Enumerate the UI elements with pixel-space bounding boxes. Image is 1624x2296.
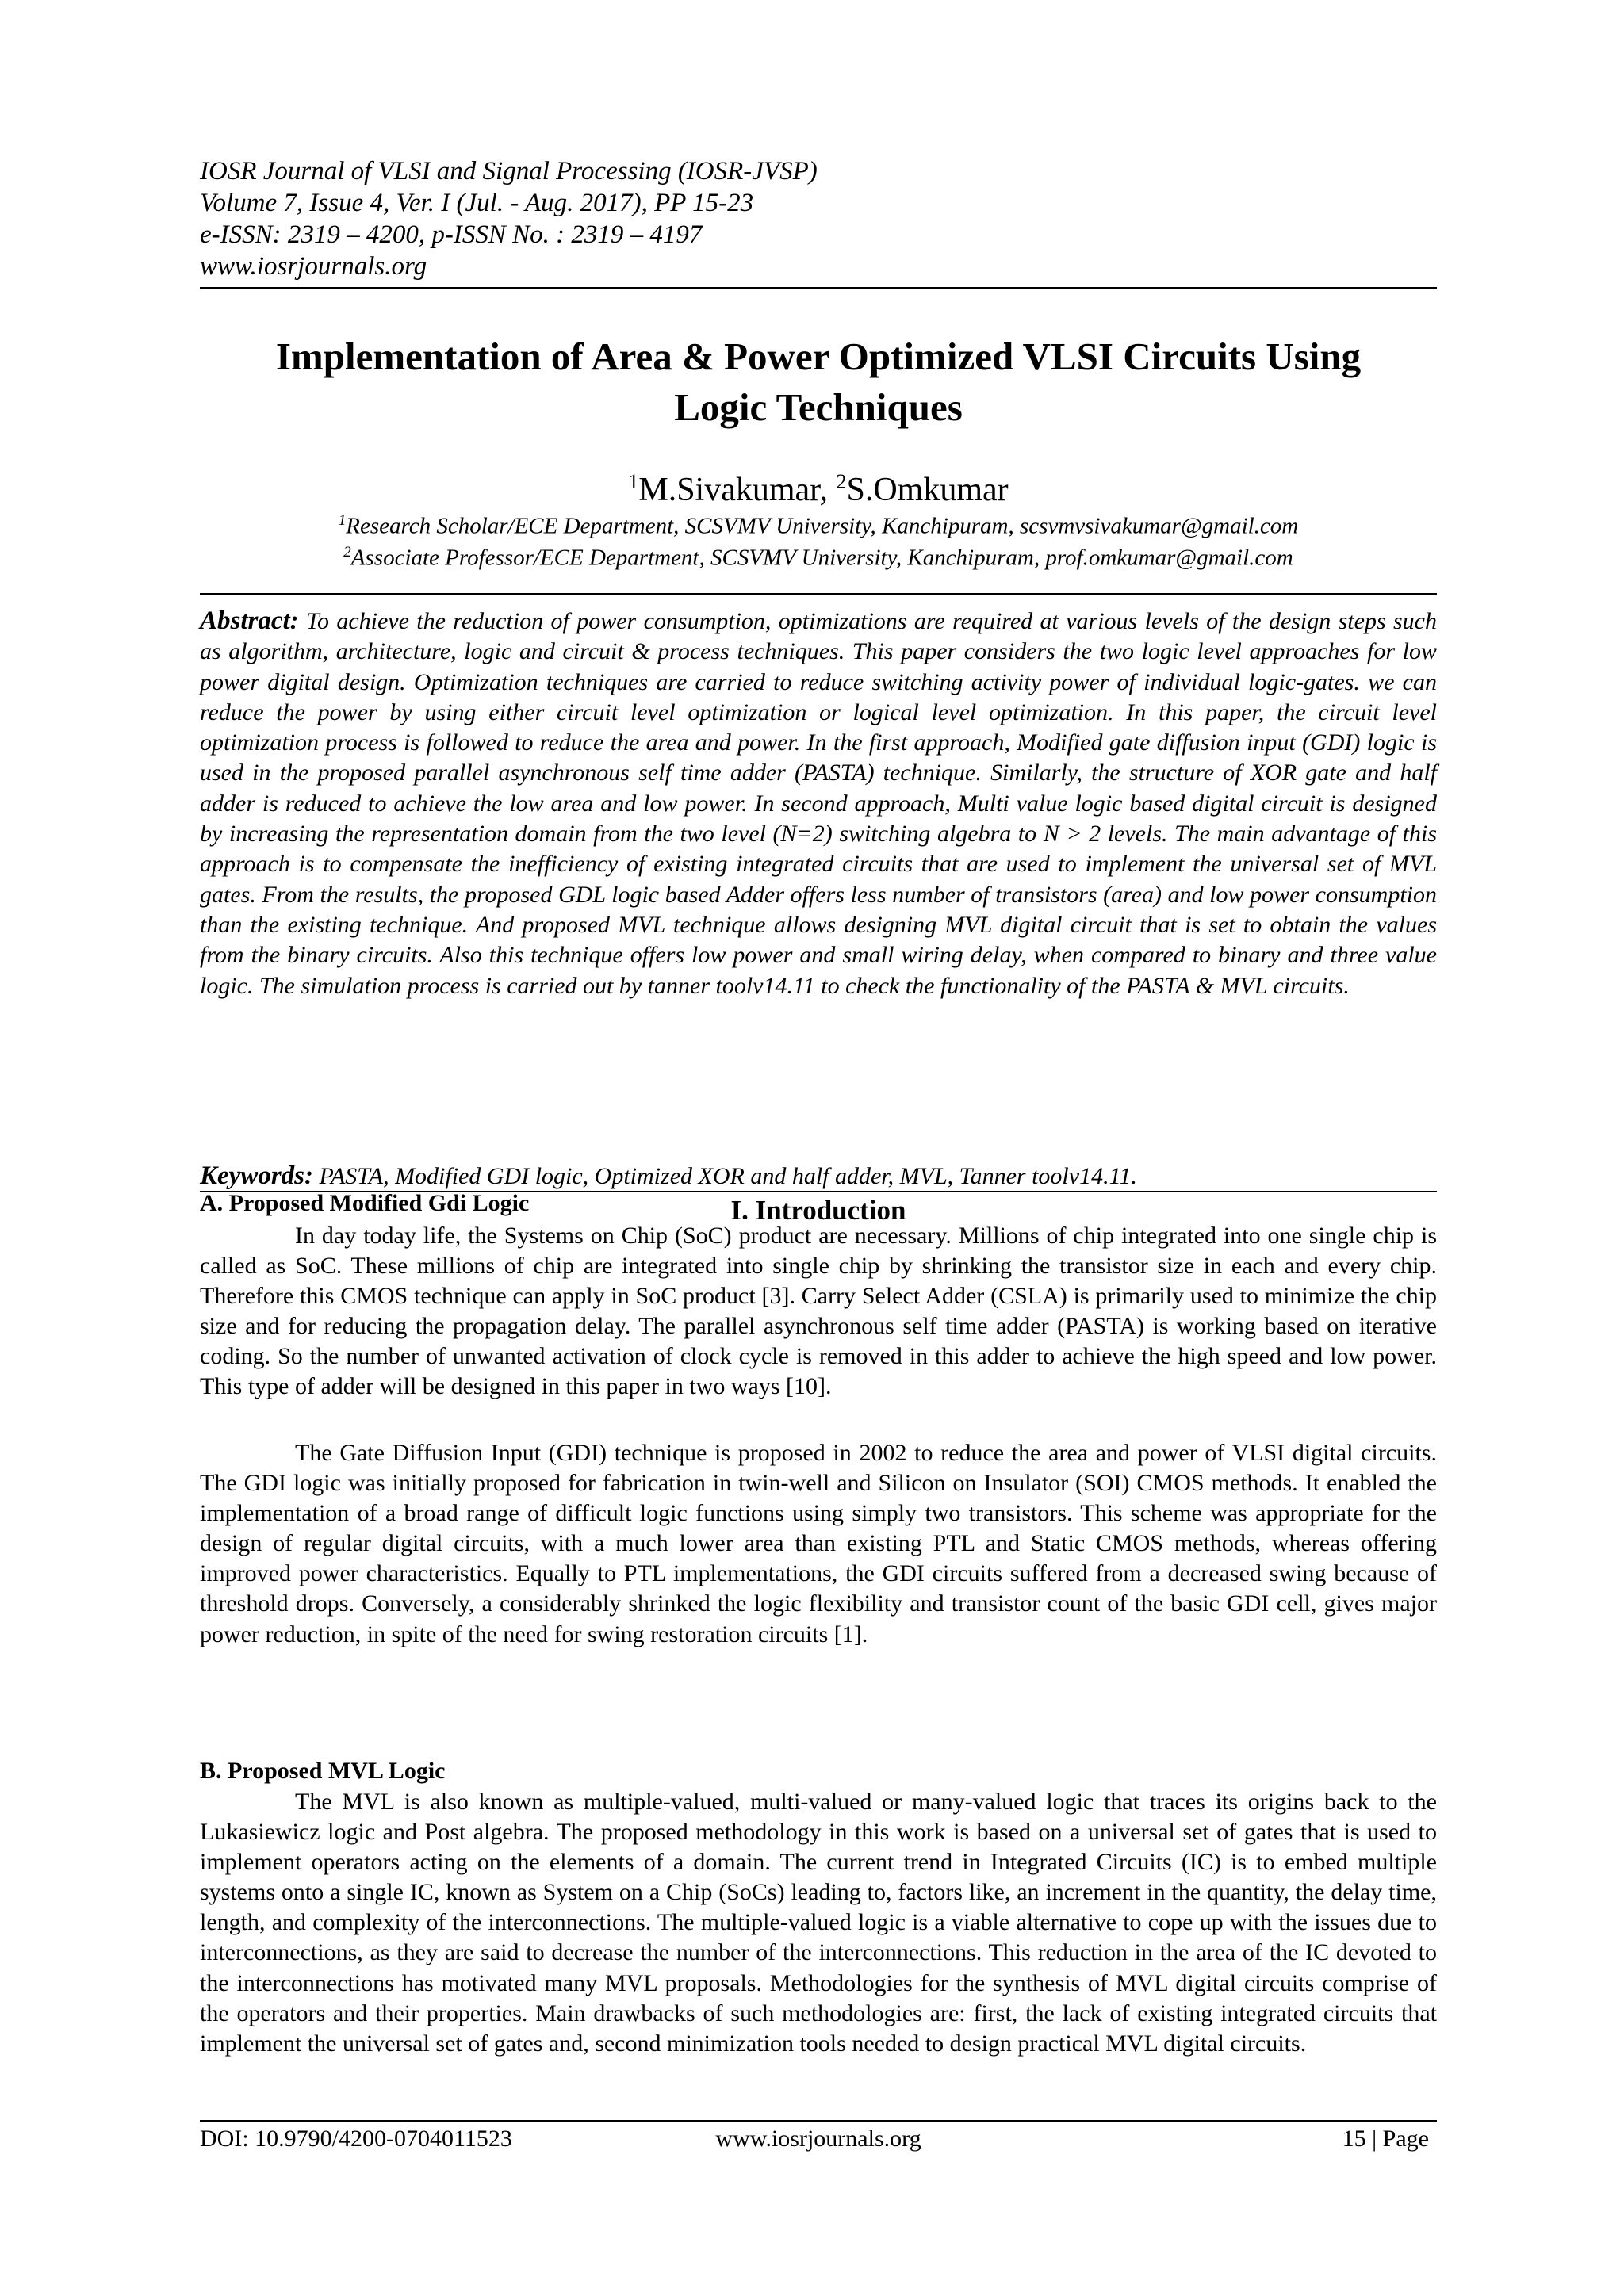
abstract-label: Abstract:: [200, 607, 299, 635]
paper-page: [200, 0, 1437, 2296]
journal-issn: e-ISSN: 2319 – 4200, p-ISSN No. : 2319 – 4197: [200, 220, 703, 249]
title-line-1: Implementation of Area & Power Optimized VLSI Circuits Using: [275, 335, 1362, 378]
journal-name: IOSR Journal of VLSI and Signal Processing (IOSR-JVSP): [200, 157, 818, 186]
author-2-name: S.Omkumar: [846, 472, 1009, 508]
journal-volume: Volume 7, Issue 4, Ver. I (Jul. - Aug. 2017), PP 15-23: [200, 189, 754, 217]
paragraph: In day today life, the Systems on Chip (SoC) product are necessary. Millions of chip integrated into one single chip is called as SoC. These millions of chip are integrated into single chip by shrinking the transistor size in each and every chip. Therefore this CMOS technique can apply in SoC product [3]. Carry Select Adder (CSLA) is primarily used to minimize the chip size and for reducing the propagation delay. The parallel asynchronous self time adder (PASTA) is working based on iterative coding. So the number of unwanted activation of clock cycle is removed in this adder to achieve the high speed and low power. This type of adder will be designed in this paper in two ways [10].: [200, 1223, 1437, 1400]
footer-page-number: 15 | Page: [1342, 2126, 1429, 2152]
author-2-marker: 2: [836, 470, 847, 493]
author-list: [200, 460, 1437, 512]
affiliation-1-marker: 1: [338, 512, 347, 529]
keywords-label: Keywords:: [200, 1161, 313, 1190]
abstract-text: To achieve the reduction of power consumption, optimizations are required at various levels of the design steps such as algorithm, architecture, logic and circuit & process techniques. This paper considers the two logic level approaches for low power digital design. Optimization techniques are carried to reduce switching activity power of individual logic-gates. we can reduce the power by using either circuit level optimization or logical level optimization. In this paper, the circuit level optimization process is followed to reduce the area and power. In the first approach, Modified gate diffusion input (GDI) logic is used in the proposed parallel asynchronous self time adder (PASTA) technique. Similarly, the structure of XOR gate and half adder is reduced to achieve the low area and low power. In second approach, Multi value logic based digital circuit is designed by increasing the representation domain from the two level (N=2) switching algebra to N > 2 levels. The main advantage of this approach is to compensate the inefficiency of existing integrated circuits that are used to implement the universal set of MVL gates. From the results, the proposed GDL logic based Adder offers less number of transistors (area) and low power consumption than the existing technique. And proposed MVL technique allows designing MVL digital circuit that is set to obtain the values from the binary circuits. Also this technique offers low power and small wiring delay, when compared to binary and three value logic. The simulation process is carried out by tanner toolv14.11 to check the functionality of the PASTA & MVL circuits.: [200, 608, 1437, 999]
affiliation-2-marker: 2: [343, 544, 351, 561]
abstract: [200, 606, 1437, 1001]
paper-title: [200, 331, 1437, 433]
affiliation-1: [200, 506, 1437, 541]
title-line-2: Logic Techniques: [674, 385, 963, 429]
footer-website: www.iosrjournals.org: [715, 2126, 921, 2152]
affiliation-2-text: Associate Professor/ECE Department, SCSVMV University, Kanchipuram, prof.omkumar@gmail.com: [350, 545, 1293, 571]
affiliation-2: [200, 538, 1437, 573]
keywords: [200, 1161, 1437, 1192]
author-1-name: M.Sivakumar,: [638, 472, 837, 508]
keywords-text: PASTA, Modified GDI logic, Optimized XOR and half adder, MVL, Tanner toolv14.11.: [313, 1163, 1137, 1189]
journal-website: www.iosrjournals.org: [200, 252, 427, 281]
paragraph: The Gate Diffusion Input (GDI) technique is proposed in 2002 to reduce the area and power of VLSI digital circuits. The GDI logic was initially proposed for fabrication in twin-well and Silicon on Insulator (SOI) CMOS methods. It enabled the implementation of a broad range of difficult logic functions using simply two transistors. This scheme was appropriate for the design of regular digital circuits, with a much lower area than existing PTL and Static CMOS methods, whereas offering improved power characteristics. Equally to PTL implementations, the GDI circuits suffered from a decreased swing because of threshold drops. Conversely, a considerably shrinked the logic flexibility and transistor count of the basic GDI cell, gives major power reduction, in spite of the need for swing restoration circuits [1].: [200, 1440, 1437, 1647]
journal-header: [200, 155, 1437, 289]
section-heading-introduction: I. Introduction: [200, 1191, 1437, 1227]
divider-rule: [200, 593, 1437, 595]
subsection-heading-a: A. Proposed Modified Gdi Logic: [200, 1190, 530, 1216]
affiliation-1-text: Research Scholar/ECE Department, SCSVMV University, Kanchipuram, scsvmvsivakumar@gmail.com: [346, 513, 1299, 539]
footer-rule: [200, 2120, 1437, 2122]
footer-doi: DOI: 10.9790/4200-0704011523: [200, 2126, 512, 2152]
paragraph: The MVL is also known as multiple-valued, multi-valued or many-valued logic that traces its origins back to the Lukasiewicz logic and Post algebra. The proposed methodology in this work is based on a universal set of gates that is used to implement operators acting on the elements of a domain. The current trend in Integrated Circuits (IC) is to embed multiple systems onto a single IC, known as System on a Chip (SoCs) leading to, factors like, an increment in the quantity, the delay time, length, and complexity of the interconnections. The multiple-valued logic is a viable alternative to cope up with the issues due to interconnections, as they are said to decrease the number of the interconnections. This reduction in the area of the IC devoted to the interconnections has motivated many MVL proposals. Methodologies for the synthesis of MVL digital circuits comprise of the operators and their properties. Main drawbacks of such methodologies are: first, the lack of existing integrated circuits that implement the universal set of gates and, second minimization tools needed to design practical MVL digital circuits.: [200, 1789, 1437, 2057]
author-1-marker: 1: [628, 470, 639, 493]
subsection-heading-b: B. Proposed MVL Logic: [200, 1758, 446, 1784]
